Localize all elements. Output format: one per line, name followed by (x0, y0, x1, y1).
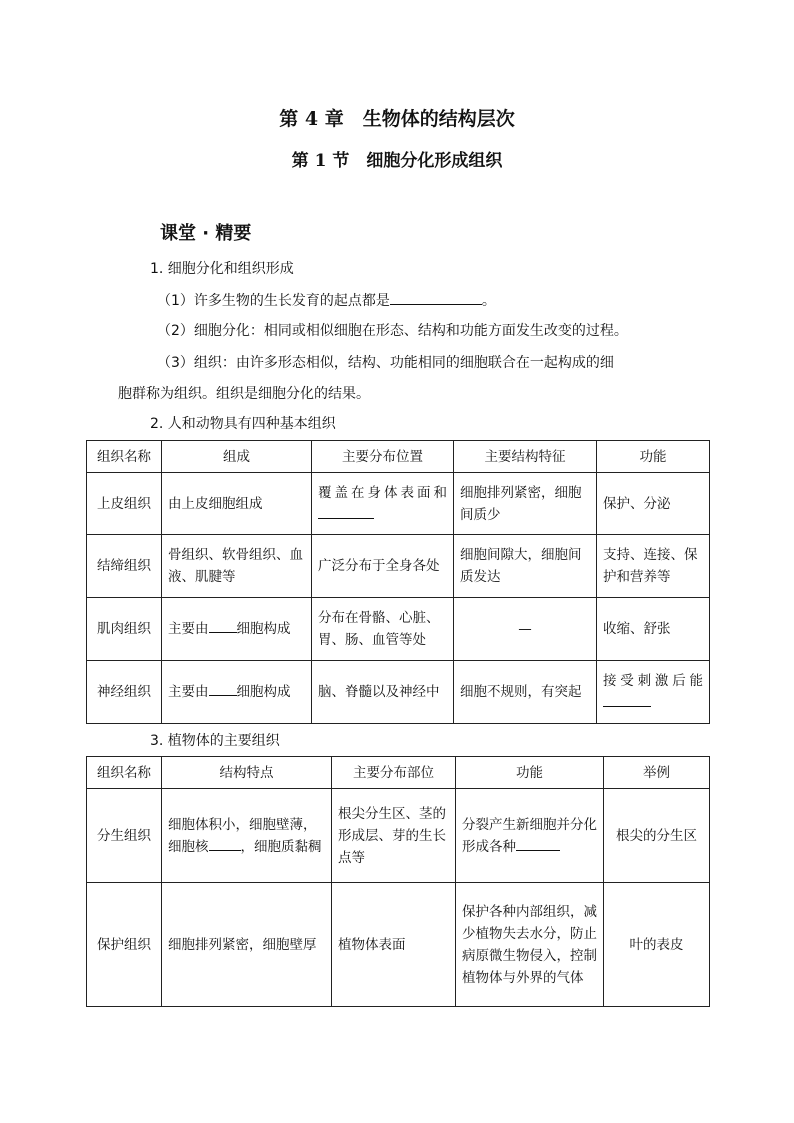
header-cell: 功能 (456, 757, 604, 789)
tissue-location: 脑、脊髓以及神经中 (312, 661, 454, 724)
point-1-1-end: 。 (481, 293, 496, 309)
composition-text: 细胞构成 (236, 621, 291, 637)
feature-text: 细胞体积小，细胞壁薄， (168, 816, 317, 833)
tissue-location: 根尖分生区、茎的形成层、芽的生长点等 (332, 789, 456, 883)
tissue-feature: 细胞间隙大，细胞间质发达 (454, 535, 597, 598)
tissue-composition (162, 661, 312, 724)
tissue-function: 保护各种内部组织，减少植物失去水分，防止病原微生物侵入，控制植物体与外界的气体 (456, 883, 604, 1007)
point-1-3-line1: （3）组织：由许多形态相似，结构、功能相同的细胞联合在一起构成的细 (157, 355, 614, 371)
tissue-function (597, 661, 710, 724)
function-text: 分裂产生新细胞并分化形成各种 (462, 816, 597, 855)
tissue-name: 肌肉组织 (87, 598, 162, 661)
tissue-composition (162, 598, 312, 661)
tissue-name: 分生组织 (87, 789, 162, 883)
header-cell: 主要分布位置 (312, 441, 454, 473)
table-row (87, 473, 710, 535)
fill-blank (209, 836, 241, 851)
plant-tissue-table (86, 756, 710, 1007)
table-row (87, 535, 710, 598)
header-cell: 主要分布部位 (332, 757, 456, 789)
composition-text: 细胞构成 (236, 684, 291, 700)
tissue-feature: 细胞不规则，有突起 (454, 661, 597, 724)
fill-blank (209, 618, 237, 633)
function-text: 接受刺激后能 (603, 673, 703, 689)
point-1-2: （2）细胞分化：相同或相似细胞在形态、结构和功能方面发生改变的过程。 (157, 323, 628, 339)
tissue-location (312, 473, 454, 535)
tissue-composition: 由上皮细胞组成 (162, 473, 312, 535)
feature-text: ，细胞质黏稠 (240, 838, 322, 855)
feature-text: 细胞核 (168, 838, 209, 855)
header-cell: 组织名称 (87, 441, 162, 473)
header-cell: 举例 (604, 757, 710, 789)
table-row (87, 883, 710, 1007)
composition-text: 主要由 (168, 621, 209, 637)
table-row (87, 598, 710, 661)
table-row (87, 661, 710, 724)
section-title: 第 1 节 细胞分化形成组织 (291, 151, 503, 171)
fill-blank (603, 692, 651, 707)
section-heading: 课堂 · 精要 (160, 223, 252, 244)
table-header-row (87, 441, 710, 473)
point-1-1-text: （1）许多生物的生长发育的起点都是 (157, 293, 390, 309)
table-row (87, 789, 710, 883)
fill-blank (318, 504, 374, 519)
tissue-name: 保护组织 (87, 883, 162, 1007)
tissue-function: 收缩、舒张 (597, 598, 710, 661)
tissue-location: 分布在骨骼、心脏、胃、肠、血管等处 (312, 598, 454, 661)
point-2-heading: 2. 人和动物具有四种基本组织 (150, 416, 336, 432)
fill-blank (516, 836, 560, 851)
tissue-composition: 骨组织、软骨组织、血液、肌腱等 (162, 535, 312, 598)
tissue-feature (162, 789, 332, 883)
tissue-feature: — (454, 598, 597, 661)
tissue-location: 植物体表面 (332, 883, 456, 1007)
tissue-feature: 细胞排列紧密，细胞壁厚 (162, 883, 332, 1007)
tissue-name: 结缔组织 (87, 535, 162, 598)
point-1-3-line2: 胞群称为组织。组织是细胞分化的结果。 (118, 386, 370, 402)
point-3-heading: 3. 植物体的主要组织 (150, 733, 280, 749)
header-cell: 组织名称 (87, 757, 162, 789)
header-cell: 结构特点 (162, 757, 332, 789)
tissue-function: 支持、连接、保护和营养等 (597, 535, 710, 598)
tissue-location: 广泛分布于全身各处 (312, 535, 454, 598)
tissue-function (456, 789, 604, 883)
location-text: 覆盖在身体表面和 (318, 484, 447, 501)
tissue-example: 叶的表皮 (604, 883, 710, 1007)
fill-blank (209, 681, 237, 696)
header-cell: 功能 (597, 441, 710, 473)
animal-tissue-table (86, 440, 710, 724)
tissue-name: 神经组织 (87, 661, 162, 724)
tissue-name: 上皮组织 (87, 473, 162, 535)
composition-text: 主要由 (168, 684, 209, 700)
header-cell: 组成 (162, 441, 312, 473)
tissue-example: 根尖的分生区 (604, 789, 710, 883)
tissue-feature: 细胞排列紧密，细胞间质少 (454, 473, 597, 535)
header-cell: 主要结构特征 (454, 441, 597, 473)
fill-blank (390, 290, 482, 305)
tissue-function: 保护、分泌 (597, 473, 710, 535)
point-1-1 (157, 290, 496, 311)
chapter-title: 第 4 章 生物体的结构层次 (279, 108, 515, 130)
table-header-row (87, 757, 710, 789)
point-1-heading: 1. 细胞分化和组织形成 (150, 261, 294, 277)
